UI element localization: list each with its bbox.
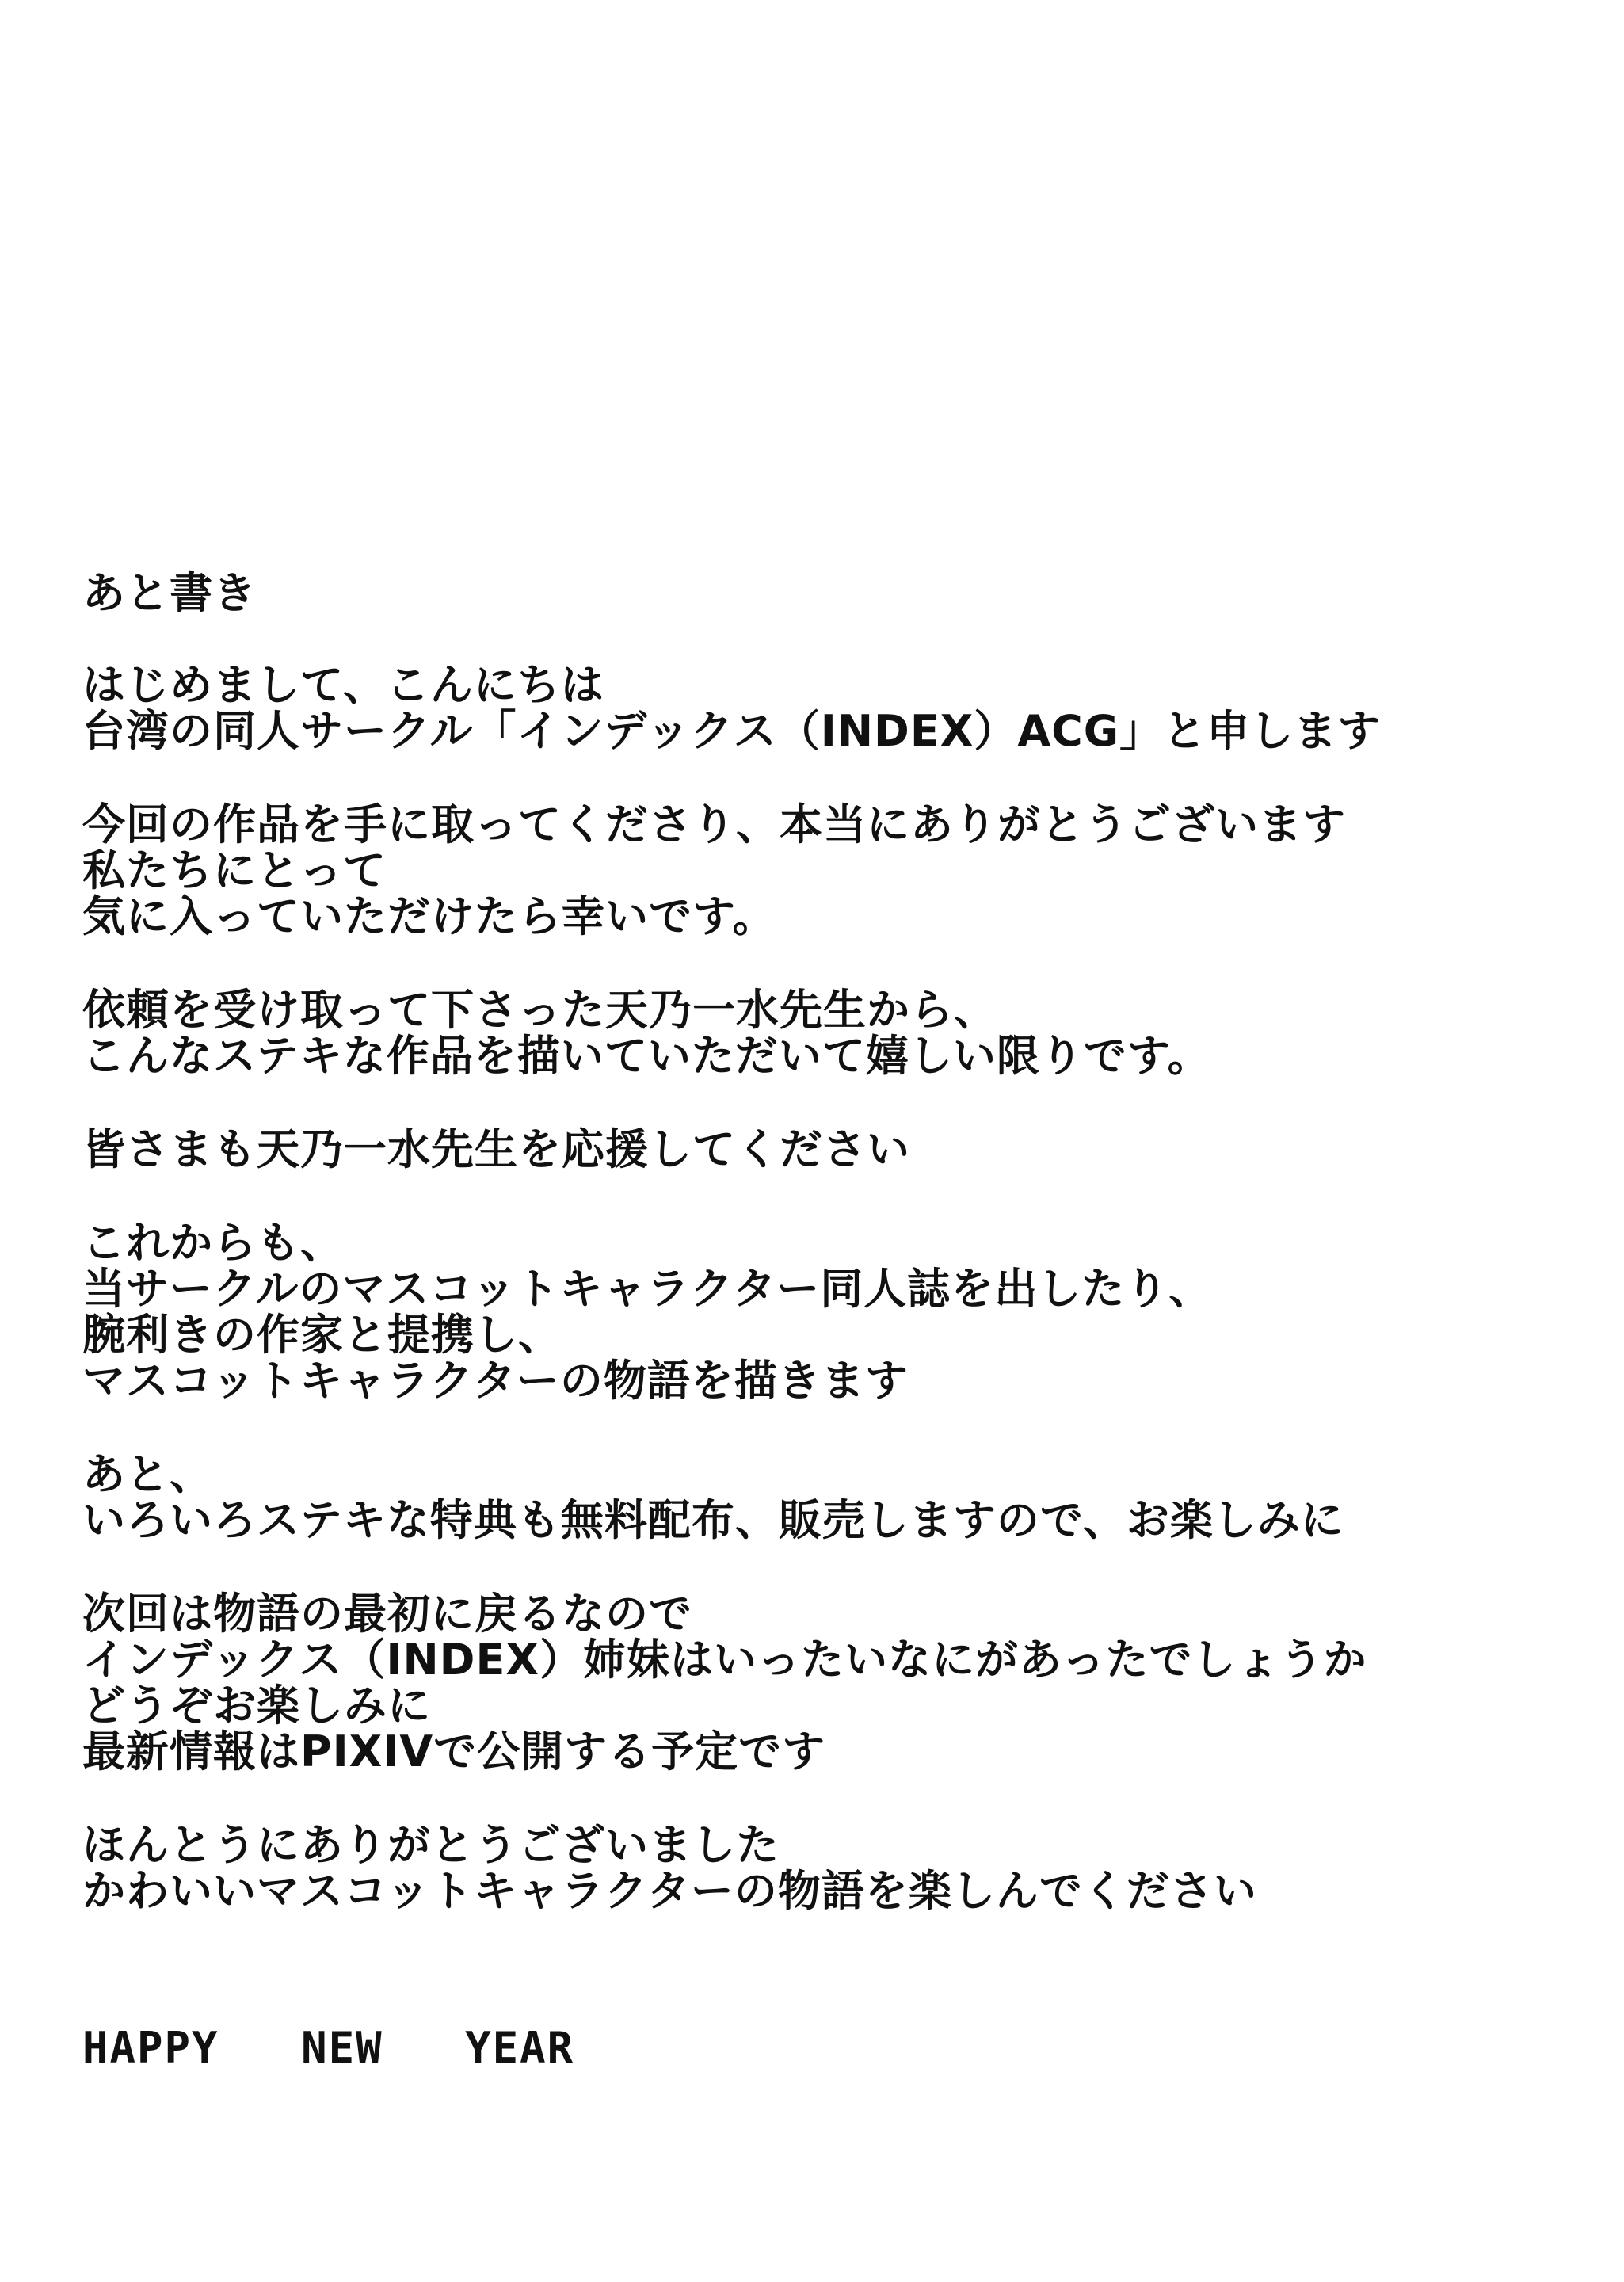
text-line: 台湾の同人サークル「インデックス（INDEX）ACG」と申します (82, 706, 1382, 756)
text-line: インデックス（INDEX）姉妹はいったいなにがあったでしょうか (82, 1635, 1367, 1685)
paragraph-future (82, 1220, 1603, 1404)
text-line: いろいろステキな特典も無料配布、販売しますので、お楽しみに (82, 1495, 1344, 1545)
paragraph-bonus (82, 1449, 1603, 1545)
happy-new-year-text: HAPPY NEW YEAR (82, 2023, 575, 2073)
text-line: 次回は物語の最初に戻るなので (82, 1589, 692, 1639)
paragraph-thanks (82, 799, 1603, 941)
text-line: 私たちにとって (82, 845, 387, 895)
text-line: 気に入っていただけたら幸いです。 (82, 891, 776, 941)
paragraph-next (82, 1591, 1603, 1775)
text-line: こんなステキな作品を描いていただいて嬉しい限りです。 (82, 1031, 1211, 1081)
text-line: あと、 (82, 1449, 213, 1499)
text-line: これからも、 (82, 1218, 344, 1268)
paragraph-greeting (82, 662, 1603, 754)
afterword-heading: あと書き (82, 568, 257, 618)
text-line: 今回の作品を手に取ってくださり、本当にありがとうございます (82, 799, 1346, 849)
paragraph-closing-thanks (82, 1822, 1603, 1914)
text-line: ほんとうにありがとうございました (82, 1820, 780, 1870)
text-line: 皆さまも天乃一水先生を応援してください (82, 1124, 910, 1174)
text-line: かわいいマスコットキャラクターの物語を楽しんでください (82, 1866, 1257, 1916)
text-line: どうぞお楽しみに (82, 1681, 431, 1731)
text-line: 依頼を受け取って下さった天乃一水先生から、 (82, 985, 997, 1035)
text-line: 腕利きの作家と提携し、 (82, 1310, 562, 1360)
text-line: はじめまして、こんにちは (82, 660, 604, 710)
paragraph-artist (82, 987, 1603, 1079)
text-line: 当サークルのマスコットキャラクター同人誌を出したり、 (82, 1264, 1213, 1314)
text-line: マスコットキャラクターの物語を描きます (82, 1356, 909, 1406)
afterword-text-block (82, 570, 1603, 1962)
paragraph-support (82, 1124, 1603, 1174)
text-line: 最新情報はPIXIVで公開する予定です (82, 1727, 826, 1776)
